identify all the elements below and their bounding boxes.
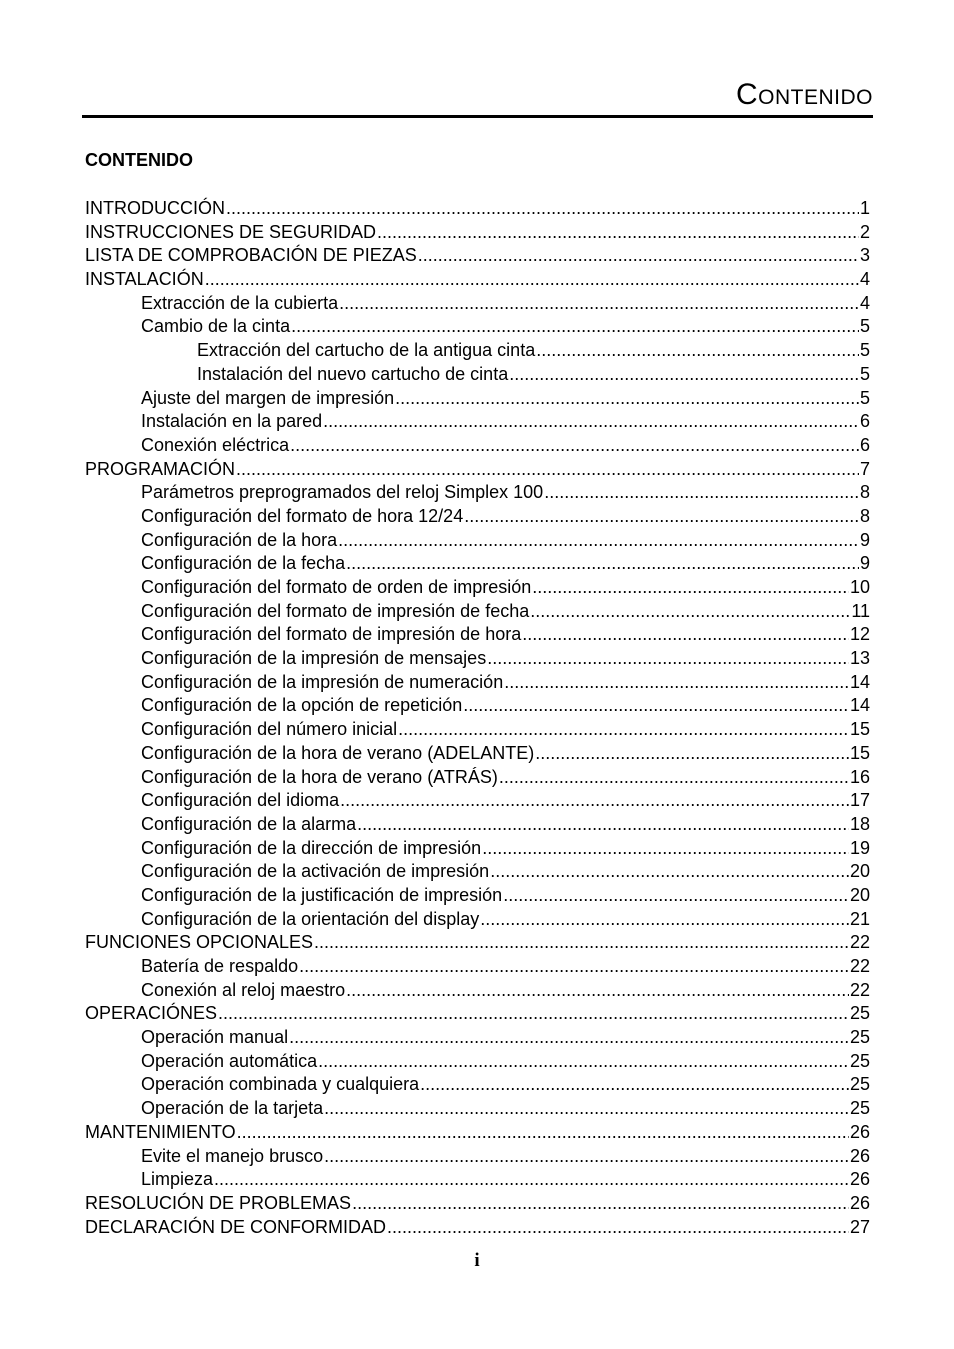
toc-dot-leader [289, 1026, 849, 1050]
toc-entry[interactable] [85, 434, 870, 458]
toc-dot-leader [226, 197, 859, 221]
toc-entry-page: 15 [849, 742, 870, 763]
toc-entry-label: RESOLUCIÓN DE PROBLEMAS [85, 1192, 352, 1213]
toc-entry[interactable] [85, 268, 870, 292]
toc-entry-page: 5 [859, 363, 870, 384]
toc-entry-label: Configuración de la dirección de impresión [141, 837, 482, 858]
toc-entry-page: 26 [849, 1121, 870, 1142]
toc-dot-leader [480, 908, 849, 932]
toc-dot-leader [490, 860, 849, 884]
toc-dot-leader [290, 434, 859, 458]
toc-entry-page: 25 [849, 1098, 870, 1119]
toc-entry-page: 5 [859, 316, 870, 337]
toc-entry[interactable] [85, 623, 870, 647]
toc-entry-page: 7 [859, 458, 870, 479]
toc-dot-leader [214, 1168, 849, 1192]
toc-entry-label: OPERACIÓNES [85, 1003, 218, 1024]
toc-entry[interactable] [85, 1192, 870, 1216]
toc-entry-label: Configuración de la orientación del display [141, 908, 480, 929]
toc-entry-label: Batería de respaldo [141, 956, 299, 976]
toc-entry[interactable] [85, 931, 870, 955]
toc-entry-page: 12 [849, 624, 870, 645]
toc-entry-label: Extracción del cartucho de la antigua cinta [197, 340, 536, 361]
page-number: i [474, 1250, 480, 1271]
toc-dot-leader [346, 979, 849, 1003]
toc-entry[interactable] [85, 387, 870, 411]
toc-entry[interactable] [85, 244, 870, 268]
toc-entry-label: Parámetros preprogramados del reloj Simplex 100 [141, 482, 544, 503]
toc-entry-label: Ajuste del margen de impresión [141, 387, 395, 408]
toc-dot-leader [522, 623, 849, 647]
toc-entry-page: 8 [859, 482, 870, 503]
toc-entry-label: Configuración de la activación de impresión [141, 861, 490, 882]
toc-entry[interactable] [85, 1121, 870, 1145]
toc-entry-page: 19 [849, 837, 870, 858]
toc-entry-label: Configuración del formato de hora 12/24 [141, 505, 464, 526]
toc-entry[interactable] [85, 1026, 870, 1050]
toc-entry[interactable] [85, 339, 870, 363]
toc-entry-label: Configuración de la hora de verano (ADELANTE) [141, 742, 535, 763]
toc-entry[interactable] [85, 552, 870, 576]
toc-entry[interactable] [85, 837, 870, 861]
toc-entry[interactable] [85, 979, 870, 1003]
toc-entry-label: Limpieza [141, 1169, 214, 1190]
toc-entry[interactable] [85, 221, 870, 245]
toc-entry-page: 26 [849, 1192, 870, 1213]
toc-entry-page: 14 [849, 695, 870, 716]
toc-entry-page: 25 [849, 1003, 870, 1024]
toc-dot-leader [418, 244, 859, 268]
toc-entry-label: Instalación del nuevo cartucho de cinta [197, 363, 509, 384]
toc-dot-leader [236, 458, 859, 482]
toc-entry[interactable] [85, 1073, 870, 1097]
toc-entry[interactable] [85, 1145, 870, 1169]
toc-entry-page: 8 [859, 505, 870, 526]
toc-dot-leader [340, 789, 849, 813]
toc-entry-label: Configuración de la impresión de numeración [141, 671, 504, 692]
toc-entry-page: 20 [849, 884, 870, 905]
toc-entry-page: 1 [859, 198, 870, 218]
header-rule [82, 115, 873, 118]
toc-entry-label: Configuración del número inicial [141, 719, 398, 740]
toc-entry-label: Cambio de la cinta [141, 316, 291, 337]
toc-dot-leader [536, 339, 859, 363]
header-title [735, 78, 873, 111]
toc-entry-page: 11 [851, 600, 870, 621]
toc-entry-label: Configuración de la hora de verano (ATRÁS) [141, 766, 498, 787]
toc-dot-leader [299, 955, 849, 979]
toc-entry-page: 6 [859, 411, 870, 432]
toc-dot-leader [420, 1073, 849, 1097]
toc-entry-page: 15 [849, 719, 870, 740]
toc-dot-leader [535, 742, 849, 766]
toc-dot-leader [346, 552, 859, 576]
toc-dot-leader [503, 884, 849, 908]
toc-dot-leader [398, 718, 849, 742]
toc-entry-label: MANTENIMIENTO [85, 1121, 236, 1142]
toc-entry-label: INSTRUCCIONES DE SEGURIDAD [85, 221, 377, 242]
toc-entry[interactable] [85, 458, 870, 482]
toc-entry-page: 6 [859, 434, 870, 455]
toc-entry-label: Configuración de la hora [141, 529, 338, 550]
toc-entry-label: Configuración de la impresión de mensajes [141, 648, 487, 669]
toc-entry-label: INTRODUCCIÓN [85, 198, 225, 218]
toc-entry-page: 18 [849, 813, 870, 834]
toc-dot-leader [482, 837, 849, 861]
toc-entry-label: Configuración de la alarma [141, 813, 357, 834]
toc-entry[interactable] [85, 860, 870, 884]
toc-entry-label: PROGRAMACIÓN [85, 458, 236, 479]
toc-dot-leader [387, 1216, 849, 1240]
toc-entry[interactable] [85, 789, 870, 813]
toc-dot-leader [314, 931, 849, 955]
toc-entry[interactable] [85, 671, 870, 695]
toc-entry[interactable] [85, 813, 870, 837]
toc-entry-page: 9 [859, 529, 870, 550]
toc-entry[interactable] [85, 908, 870, 932]
toc-entry-page: 2 [859, 221, 870, 242]
table-of-contents [85, 197, 870, 1239]
toc-entry-page: 4 [859, 292, 870, 313]
toc-entry-label: Operación manual [141, 1027, 289, 1048]
toc-entry-page: 4 [859, 269, 870, 290]
toc-dot-leader [463, 694, 849, 718]
toc-dot-leader [395, 387, 859, 411]
toc-dot-leader [532, 576, 849, 600]
toc-entry-page: 21 [849, 908, 870, 929]
toc-entry-label: Evite el manejo brusco [141, 1145, 324, 1166]
toc-entry-page: 5 [859, 387, 870, 408]
toc-entry-page: 22 [849, 979, 870, 1000]
toc-entry-label: Configuración del formato de impresión de hora [141, 624, 522, 645]
toc-entry-label: Extracción de la cubierta [141, 292, 339, 313]
toc-entry[interactable] [85, 363, 870, 387]
toc-entry-label: DECLARACIÓN DE CONFORMIDAD [85, 1216, 387, 1237]
toc-entry[interactable] [85, 505, 870, 529]
toc-entry-page: 16 [849, 766, 870, 787]
toc-dot-leader [509, 363, 859, 387]
toc-dot-leader [544, 481, 859, 505]
toc-dot-leader [499, 766, 849, 790]
toc-entry[interactable] [85, 315, 870, 339]
toc-entry-label: Configuración del formato de impresión de fecha [141, 600, 530, 621]
toc-dot-leader [464, 505, 859, 529]
toc-entry[interactable] [85, 600, 870, 624]
toc-entry[interactable] [85, 647, 870, 671]
toc-entry-label: Instalación en la pared [141, 411, 323, 432]
toc-entry[interactable] [85, 481, 870, 505]
toc-entry-page: 26 [849, 1145, 870, 1166]
toc-entry-page: 14 [849, 671, 870, 692]
header-title-initial: C [735, 78, 759, 111]
toc-entry-page: 10 [849, 577, 870, 597]
toc-dot-leader [357, 813, 849, 837]
toc-entry-label: Conexión eléctrica [141, 434, 290, 455]
toc-entry[interactable] [85, 742, 870, 766]
toc-dot-leader [339, 292, 859, 316]
toc-entry[interactable] [85, 410, 870, 434]
toc-entry-label: Configuración de la opción de repetición [141, 695, 463, 716]
toc-dot-leader [237, 1121, 849, 1145]
toc-entry-label: Operación combinada y cualquiera [141, 1074, 420, 1095]
toc-dot-leader [291, 315, 859, 339]
toc-entry-page: 25 [849, 1027, 870, 1048]
toc-dot-leader [352, 1192, 849, 1216]
toc-entry-page: 20 [849, 861, 870, 882]
toc-entry-label: Conexión al reloj maestro [141, 979, 346, 1000]
toc-dot-leader [324, 1097, 849, 1121]
toc-entry-label: Configuración del idioma [141, 790, 340, 811]
toc-entry-page: 9 [859, 553, 870, 574]
toc-entry[interactable] [85, 955, 870, 979]
toc-entry-page: 27 [849, 1216, 870, 1237]
toc-entry[interactable] [85, 694, 870, 718]
toc-dot-leader [218, 1002, 849, 1026]
toc-entry-label: Operación de la tarjeta [141, 1098, 324, 1119]
toc-dot-leader [377, 221, 859, 245]
toc-entry-page: 22 [849, 932, 870, 953]
header-title-rest: ONTENIDO [758, 86, 873, 109]
toc-dot-leader [487, 647, 849, 671]
toc-dot-leader [318, 1050, 849, 1074]
toc-entry[interactable] [85, 529, 870, 553]
toc-entry-page: 13 [849, 648, 870, 669]
toc-dot-leader [323, 410, 859, 434]
toc-entry[interactable] [85, 766, 870, 790]
toc-entry-label: Configuración de la fecha [141, 553, 346, 574]
toc-entry[interactable] [85, 1216, 870, 1240]
toc-entry-label: FUNCIONES OPCIONALES [85, 932, 314, 953]
running-header [82, 78, 873, 112]
toc-entry-page: 3 [859, 245, 870, 266]
toc-entry[interactable] [85, 718, 870, 742]
toc-entry-label: INSTALACIÓN [85, 269, 204, 290]
toc-entry-page: 25 [849, 1050, 870, 1071]
toc-entry[interactable] [85, 1097, 870, 1121]
toc-dot-leader [504, 671, 849, 695]
toc-dot-leader [338, 529, 859, 553]
toc-entry-label: Operación automática [141, 1050, 318, 1071]
toc-entry-page: 25 [849, 1074, 870, 1095]
toc-dot-leader [530, 600, 850, 624]
toc-entry[interactable] [85, 292, 870, 316]
toc-entry-label: Configuración de la justificación de impresión [141, 884, 503, 905]
toc-entry-page: 17 [849, 790, 870, 811]
toc-entry[interactable] [85, 1050, 870, 1074]
section-heading: CONTENIDO [85, 150, 193, 170]
toc-entry[interactable] [85, 884, 870, 908]
toc-entry-label: LISTA DE COMPROBACIÓN DE PIEZAS [85, 245, 417, 266]
toc-entry-label: Configuración del formato de orden de impresión [141, 577, 532, 597]
toc-entry[interactable] [85, 576, 870, 600]
toc-entry-page: 22 [849, 956, 870, 976]
toc-entry-page: 26 [849, 1169, 870, 1190]
toc-entry[interactable] [85, 1002, 870, 1026]
toc-dot-leader [324, 1145, 849, 1169]
toc-entry-page: 5 [859, 340, 870, 361]
toc-dot-leader [205, 268, 859, 292]
toc-entry[interactable] [85, 197, 870, 221]
toc-entry[interactable] [85, 1168, 870, 1192]
